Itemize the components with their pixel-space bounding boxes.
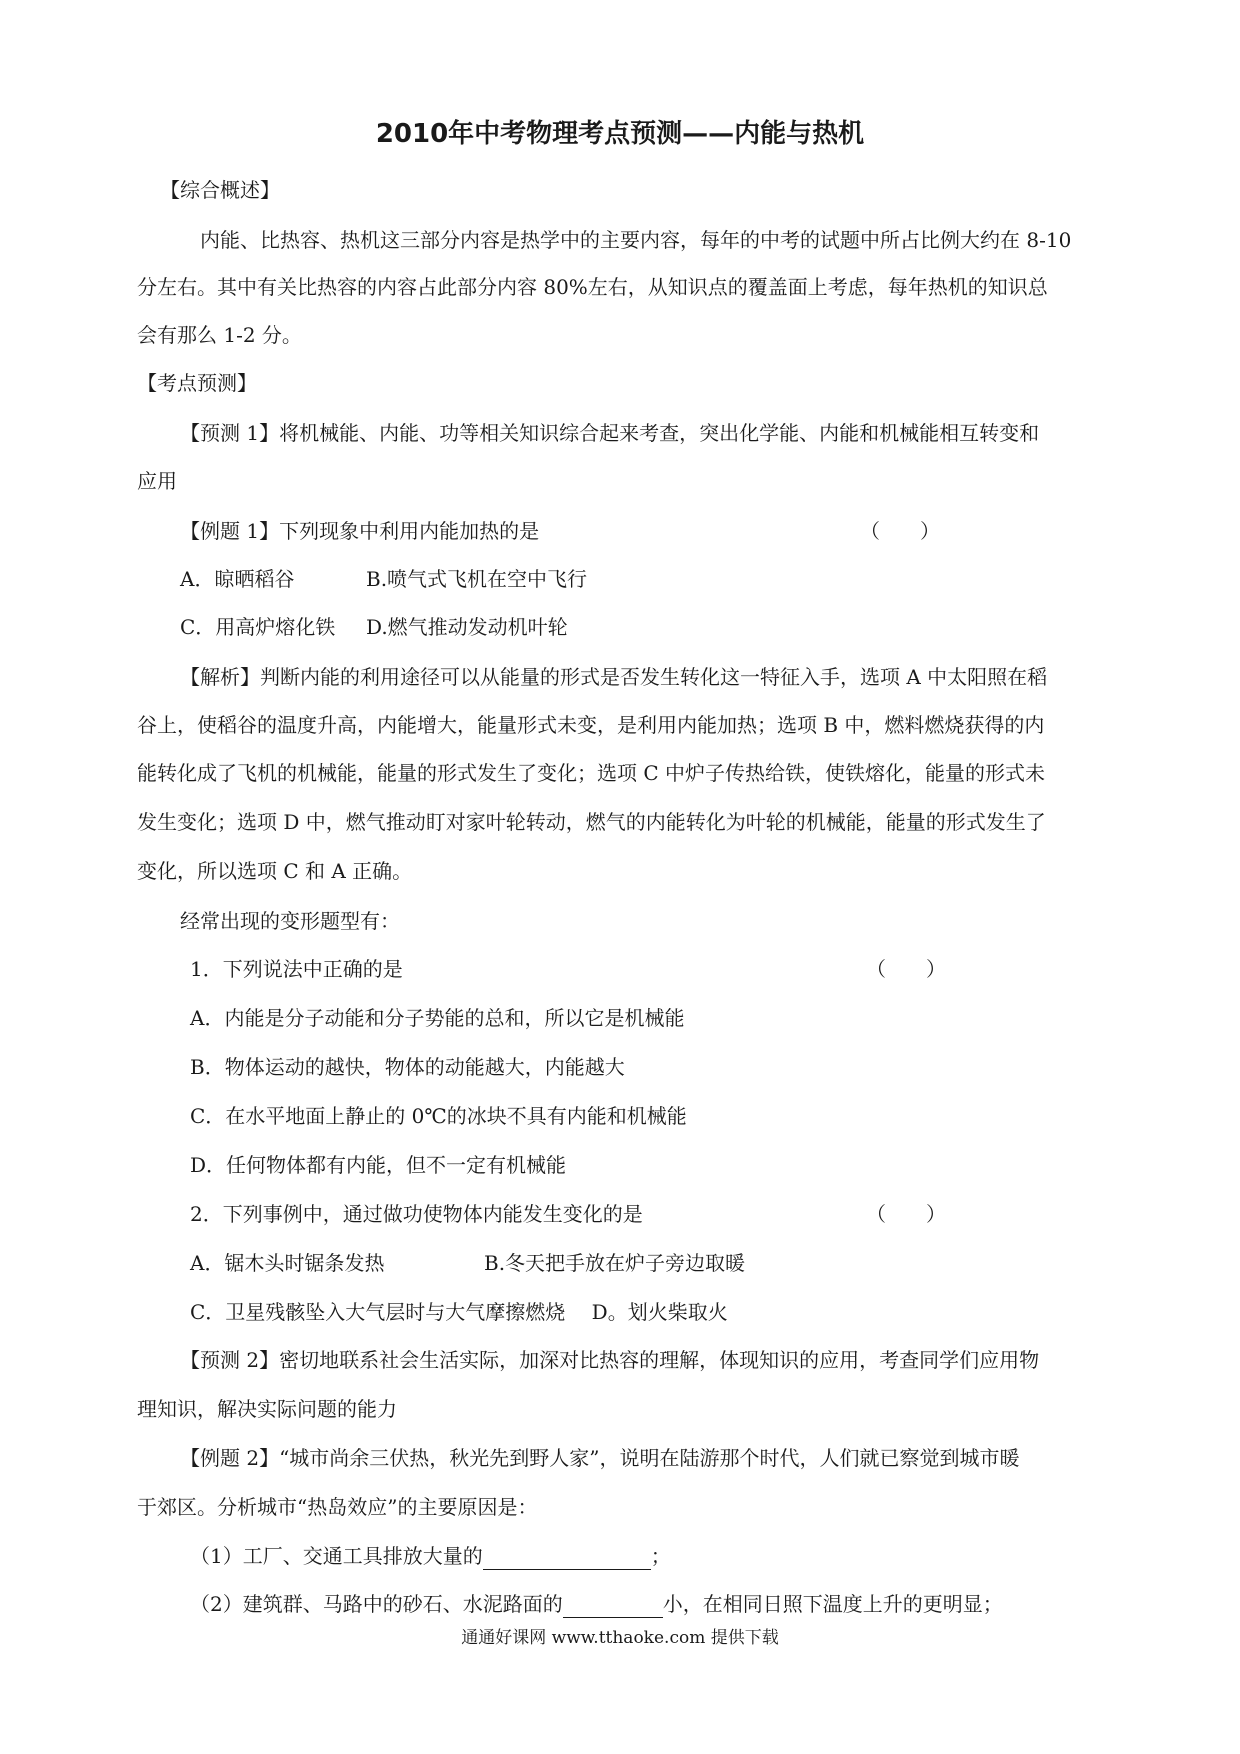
- q1-option-c: C．在水平地面上静止的 0℃的冰块不具有内能和机械能: [190, 1104, 687, 1128]
- overview-line: 内能、比热容、热机这三部分内容是热学中的主要内容，每年的中考的试题中所占比例大约在 8-10: [200, 228, 1072, 252]
- q1-question: 1．下列说法中正确的是: [190, 957, 403, 981]
- example2-item1: [190, 1542, 671, 1570]
- prediction2-line: 理知识，解决实际问题的能力: [137, 1397, 397, 1421]
- answer-bracket: （ ）: [866, 1202, 946, 1226]
- prediction1-line: 【预测 1】将机械能、内能、功等相关知识综合起来考查，突出化学能、内能和机械能相互转变和: [180, 421, 1040, 445]
- example1-option-a: A．晾晒稻谷: [180, 567, 295, 591]
- variants-heading: 经常出现的变形题型有：: [180, 909, 400, 933]
- prediction-heading: 【考点预测】: [137, 371, 257, 395]
- example1-question: 【例题 1】下列现象中利用内能加热的是: [180, 519, 540, 543]
- q1-option-b: B．物体运动的越快，物体的动能越大，内能越大: [190, 1055, 625, 1079]
- answer-blank[interactable]: [483, 1547, 651, 1570]
- example2-item1-suffix: ；: [650, 1544, 671, 1568]
- example1-option-d: D.燃气推动发动机叶轮: [366, 615, 568, 639]
- analysis-line: 能转化成了飞机的机械能，能量的形式发生了变化；选项 C 中炉子传热给铁，使铁熔化，能量的形式未: [137, 761, 1046, 785]
- page-footer: 通通好课网 www.tthaoke.com 提供下载: [461, 1628, 779, 1648]
- example2-item2: [190, 1590, 1003, 1618]
- example2-line: 于郊区。分析城市“热岛效应”的主要原因是：: [137, 1495, 538, 1519]
- overview-line: 会有那么 1-2 分。: [137, 323, 302, 347]
- answer-blank[interactable]: [563, 1595, 663, 1618]
- analysis-line: 【解析】判断内能的利用途径可以从能量的形式是否发生转化这一特征入手，选项 A 中太阳照在稻: [180, 665, 1048, 689]
- example2-line: 【例题 2】“城市尚余三伏热，秋光先到野人家”，说明在陆游那个时代，人们就已察觉到城市暖: [180, 1446, 1020, 1470]
- prediction2-line: 【预测 2】密切地联系社会生活实际，加深对比热容的理解，体现知识的应用，考查同学们应用物: [180, 1348, 1040, 1372]
- q1-option-a: A．内能是分子动能和分子势能的总和，所以它是机械能: [190, 1006, 685, 1030]
- example2-item1-text: （1）工厂、交通工具排放大量的: [190, 1544, 483, 1568]
- analysis-line: 变化，所以选项 C 和 A 正确。: [137, 859, 413, 883]
- example1-option-b: B.喷气式飞机在空中飞行: [366, 567, 588, 591]
- answer-bracket: （ ）: [860, 519, 940, 543]
- prediction1-line: 应用: [137, 469, 177, 493]
- overview-line: 分左右。其中有关比热容的内容占此部分内容 80%左右，从知识点的覆盖面上考虑，每年热机的知识总: [137, 275, 1048, 299]
- example2-item2-text: （2）建筑群、马路中的砂石、水泥路面的: [190, 1592, 563, 1616]
- q1-option-d: D．任何物体都有内能，但不一定有机械能: [190, 1153, 567, 1177]
- q2-question: 2．下列事例中，通过做功使物体内能发生变化的是: [190, 1202, 643, 1226]
- example1-option-c: C．用高炉熔化铁: [180, 615, 336, 639]
- answer-bracket: （ ）: [866, 957, 946, 981]
- overview-heading: 【综合概述】: [160, 178, 280, 202]
- example2-item2-suffix: 小，在相同日照下温度上升的更明显；: [662, 1592, 1003, 1616]
- analysis-line: 发生变化；选项 D 中，燃气推动盯对家叶轮转动，燃气的内能转化为叶轮的机械能，能量的形式发生了: [137, 810, 1046, 834]
- q2-option-b: B.冬天把手放在炉子旁边取暖: [484, 1251, 746, 1275]
- q2-option-cd: C．卫星残骸坠入大气层时与大气摩擦燃烧 D。划火柴取火: [190, 1300, 728, 1324]
- q2-option-a: A．锯木头时锯条发热: [190, 1251, 385, 1275]
- page-title: 2010年中考物理考点预测——内能与热机: [375, 119, 865, 149]
- analysis-line: 谷上，使稻谷的温度升高，内能增大，能量形式未变，是利用内能加热；选项 B 中，燃料燃烧获得的内: [137, 713, 1045, 737]
